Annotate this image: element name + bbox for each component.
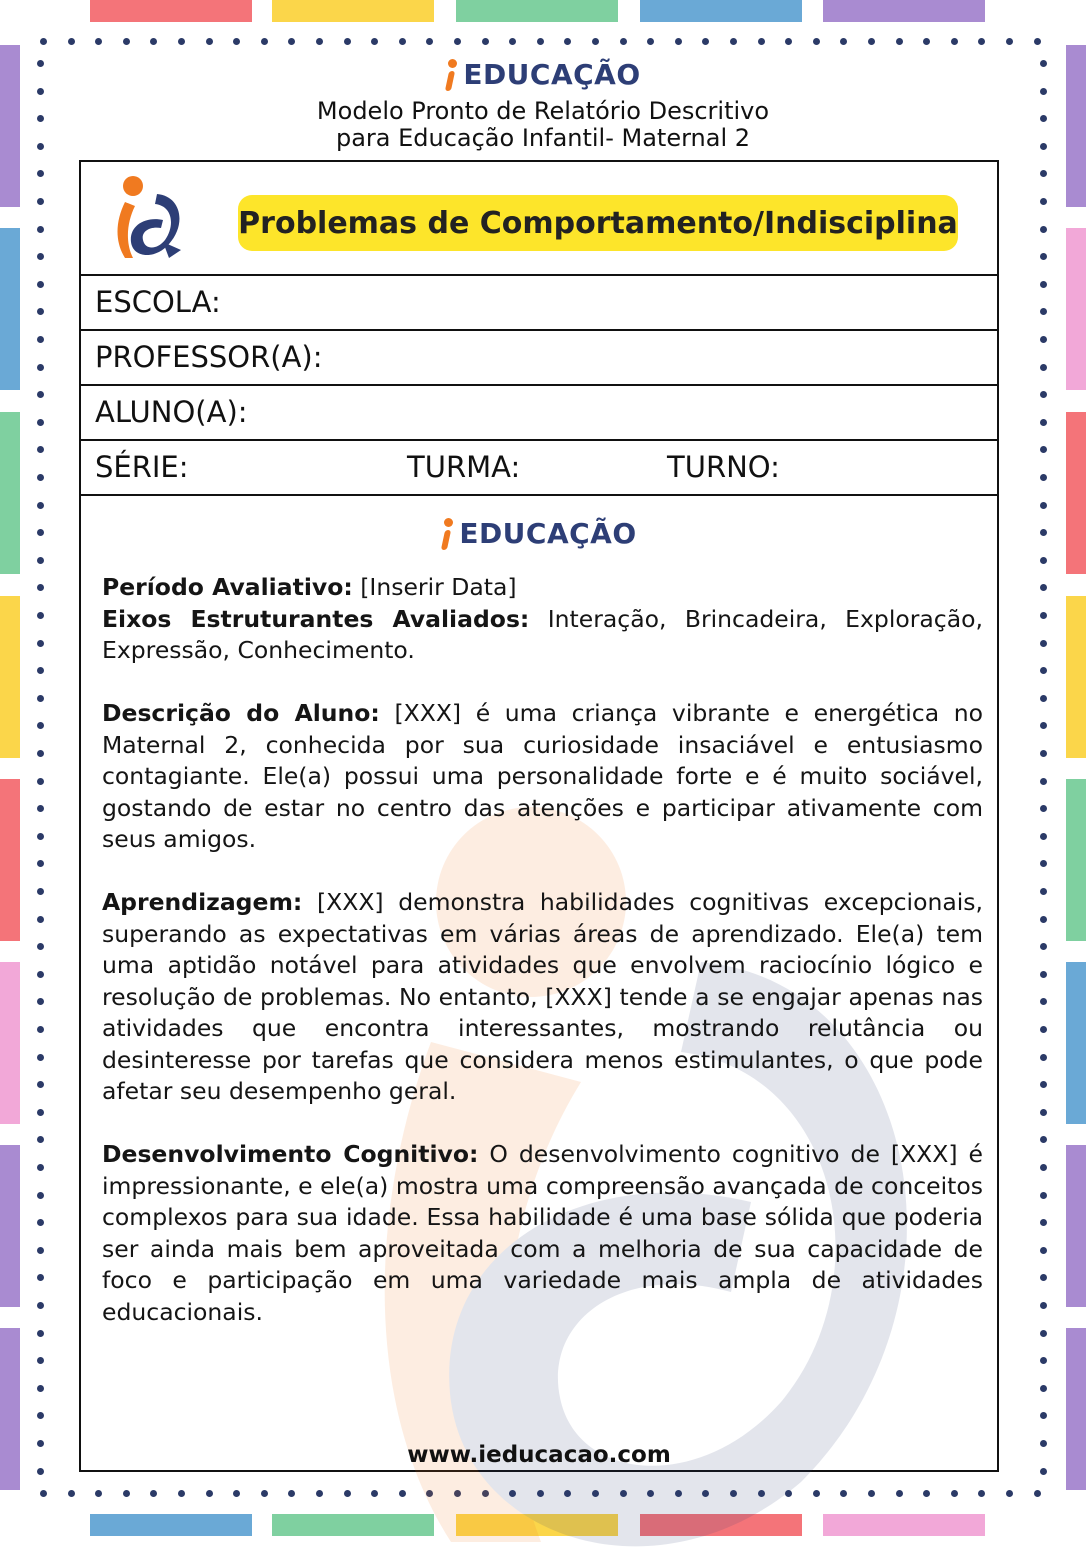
border-dot <box>37 170 44 177</box>
border-dot <box>426 38 433 45</box>
border-dot <box>1040 722 1047 729</box>
border-dot <box>37 529 44 536</box>
border-dot <box>840 38 847 45</box>
border-dot <box>37 1081 44 1088</box>
border-dot <box>1040 502 1047 509</box>
border-dot <box>37 308 44 315</box>
border-dot <box>288 38 295 45</box>
border-dot <box>37 778 44 785</box>
border-dot <box>1040 1219 1047 1226</box>
border-dot <box>95 38 102 45</box>
border-dot <box>758 1490 765 1497</box>
border-dot <box>37 364 44 371</box>
border-dot <box>1040 529 1047 536</box>
border-dot <box>178 38 185 45</box>
border-dot <box>206 38 213 45</box>
periodo-paragraph <box>102 572 983 604</box>
border-dot <box>592 38 599 45</box>
border-dot <box>620 1490 627 1497</box>
border-dot <box>868 1490 875 1497</box>
border-dot <box>1040 1136 1047 1143</box>
border-dot <box>1040 253 1047 260</box>
brand-name: EDUCAÇÃO <box>459 517 637 550</box>
border-dot <box>150 38 157 45</box>
border-dot <box>785 38 792 45</box>
eixos-label: Eixos Estruturantes Avaliados: <box>102 604 530 633</box>
border-dot <box>37 833 44 840</box>
border-dot <box>37 971 44 978</box>
subtitle-line-2: para Educação Infantil- Maternal 2 <box>335 124 751 152</box>
border-dot <box>37 419 44 426</box>
content-brand-logo <box>81 517 997 554</box>
turma-field: TURMA: <box>407 450 521 484</box>
border-dot <box>37 1136 44 1143</box>
descricao-paragraph <box>102 698 983 856</box>
border-dot <box>978 1490 985 1497</box>
border-dot <box>537 1490 544 1497</box>
border-dot <box>68 38 75 45</box>
border-dot <box>426 1490 433 1497</box>
border-dot <box>37 1468 44 1475</box>
border-dot <box>675 1490 682 1497</box>
border-dot <box>1040 1385 1047 1392</box>
border-dot <box>1006 38 1013 45</box>
border-dot <box>37 998 44 1005</box>
border-dot <box>233 1490 240 1497</box>
border-dot <box>344 38 351 45</box>
border-dot <box>702 1490 709 1497</box>
border-dot <box>288 1490 295 1497</box>
border-dot <box>1040 695 1047 702</box>
border-dot <box>1040 336 1047 343</box>
border-dot <box>1040 1026 1047 1033</box>
border-dot <box>758 38 765 45</box>
border-dot <box>37 722 44 729</box>
header-brand-logo <box>0 58 1086 95</box>
border-dot <box>37 750 44 757</box>
border-dot <box>537 38 544 45</box>
footer-website-link[interactable]: www.ieducacao.com <box>407 1442 671 1468</box>
border-dot <box>37 695 44 702</box>
border-dot <box>1040 640 1047 647</box>
border-dot <box>1040 584 1047 591</box>
border-dot <box>37 1247 44 1254</box>
brand-i-icon <box>441 518 455 550</box>
border-dot <box>592 1490 599 1497</box>
border-dot <box>896 1490 903 1497</box>
border-dot <box>399 1490 406 1497</box>
border-dot <box>399 38 406 45</box>
border-dot <box>37 1109 44 1116</box>
border-dot <box>1040 419 1047 426</box>
border-dot <box>37 1274 44 1281</box>
border-dot <box>1034 1490 1041 1497</box>
border-dot <box>1040 943 1047 950</box>
border-dot <box>1040 1440 1047 1447</box>
serie-turma-turno-row <box>81 441 997 496</box>
border-dot <box>951 38 958 45</box>
border-dot <box>1040 1468 1047 1475</box>
aprendizagem-label: Aprendizagem: <box>102 888 303 916</box>
border-dot <box>509 1490 516 1497</box>
border-dot <box>1040 308 1047 315</box>
border-dot <box>150 1490 157 1497</box>
border-dot <box>482 38 489 45</box>
border-dot <box>1040 1109 1047 1116</box>
border-dot <box>482 1490 489 1497</box>
border-dot <box>37 916 44 923</box>
border-dot <box>1040 667 1047 674</box>
border-dot <box>923 1490 930 1497</box>
border-dot <box>868 38 875 45</box>
border-dot <box>37 612 44 619</box>
aprendizagem-value: [XXX] demonstra habilidades cognitivas excepcionais, superando as expectativas em várias áreas de aprendizado. Ele(a) tem uma aptidão notável para atividades que envolvem raciocínio lógico e resolução de problemas. No entanto, [XXX] tende a se engajar apenas nas atividades que encontra interessantes, mostrando relutância ou desinteresse por tarefas que considera menos estimulantes, o que pode afetar seu desempenho geral. <box>102 888 983 1105</box>
aprendizagem-paragraph <box>102 887 983 1108</box>
border-dot <box>261 38 268 45</box>
border-dot <box>1040 364 1047 371</box>
border-dot <box>1040 971 1047 978</box>
border-dot <box>37 1164 44 1171</box>
border-dot <box>344 1490 351 1497</box>
border-dot <box>896 38 903 45</box>
border-dot <box>37 198 44 205</box>
border-dot <box>37 336 44 343</box>
border-dot <box>1040 446 1047 453</box>
title-row <box>81 162 997 276</box>
border-dot <box>647 38 654 45</box>
border-dot <box>675 38 682 45</box>
border-dot <box>37 557 44 564</box>
border-dot <box>1040 778 1047 785</box>
border-dot <box>37 1330 44 1337</box>
border-dot <box>123 38 130 45</box>
border-dot <box>1040 833 1047 840</box>
border-dot <box>730 1490 737 1497</box>
border-dot <box>68 1490 75 1497</box>
border-dot <box>37 860 44 867</box>
border-dot <box>1040 1054 1047 1061</box>
border-dot <box>1040 1412 1047 1419</box>
border-dot <box>37 805 44 812</box>
border-dot <box>37 253 44 260</box>
eixos-paragraph <box>102 604 983 667</box>
report-content <box>102 572 983 1360</box>
border-dot <box>564 38 571 45</box>
border-dot <box>1040 1164 1047 1171</box>
border-dot <box>1034 38 1041 45</box>
border-dot <box>978 38 985 45</box>
descricao-value: [XXX] é uma criança vibrante e energética no Maternal 2, conhecida por sua curiosidade insaciável e entusiasmo contagiante. Ele(a) possui uma personalidade forte e é muito sociável, gostando de estar no centro das atenções e participar ativamente com seus amigos. <box>102 699 984 853</box>
border-dot <box>1040 805 1047 812</box>
subtitle-line-1: Modelo Pronto de Relatório Descritivo <box>316 97 770 125</box>
border-dot <box>1040 281 1047 288</box>
border-dot <box>1040 557 1047 564</box>
border-dot <box>1040 170 1047 177</box>
border-dot <box>37 1219 44 1226</box>
border-dot <box>37 640 44 647</box>
border-dot <box>37 888 44 895</box>
border-dot <box>37 943 44 950</box>
border-dot <box>261 1490 268 1497</box>
border-dot <box>1040 1330 1047 1337</box>
border-dot <box>37 281 44 288</box>
border-dot <box>40 1490 47 1497</box>
border-dot <box>37 1440 44 1447</box>
border-dot <box>454 38 461 45</box>
aluno-field: ALUNO(A): <box>81 386 997 441</box>
border-dot <box>37 584 44 591</box>
border-dot <box>813 1490 820 1497</box>
border-dot <box>951 1490 958 1497</box>
border-dot <box>1040 1357 1047 1364</box>
cognitivo-label: Desenvolvimento Cognitivo: <box>102 1140 479 1168</box>
descricao-label: Descrição do Aluno: <box>102 699 380 727</box>
border-dot <box>1040 391 1047 398</box>
border-dot <box>1040 474 1047 481</box>
border-dot <box>37 1026 44 1033</box>
ieducacao-logo-icon <box>103 172 187 264</box>
border-dot <box>923 38 930 45</box>
border-dot <box>95 1490 102 1497</box>
border-dot <box>702 38 709 45</box>
border-dot <box>1040 750 1047 757</box>
border-dot <box>564 1490 571 1497</box>
border-dot <box>371 38 378 45</box>
border-dot <box>1040 916 1047 923</box>
border-dot <box>316 1490 323 1497</box>
brand-name: EDUCAÇÃO <box>463 58 641 91</box>
border-dot <box>840 1490 847 1497</box>
border-dot <box>37 1385 44 1392</box>
border-dot <box>1040 998 1047 1005</box>
border-dot <box>37 1054 44 1061</box>
border-dot <box>206 1490 213 1497</box>
border-dot <box>1040 226 1047 233</box>
serie-field: SÉRIE: <box>95 450 189 484</box>
border-dot <box>371 1490 378 1497</box>
cognitivo-paragraph <box>102 1139 983 1328</box>
escola-field: ESCOLA: <box>81 276 997 331</box>
border-dot <box>37 391 44 398</box>
cognitivo-value: O desenvolvimento cognitivo de [XXX] é impressionante, e ele(a) mostra uma compreensão avançada de conceitos complexos para sua idade. Essa habilidade é uma base sólida que poderia ser ainda mais bem aproveitada com a melhoria de sua capacidade de foco e participação em uma variedade mais ampla de atividades educacionais. <box>102 1140 983 1326</box>
border-dot <box>37 1192 44 1199</box>
border-dot <box>620 38 627 45</box>
border-dot <box>37 446 44 453</box>
border-dot <box>509 38 516 45</box>
border-dot <box>37 474 44 481</box>
border-dot <box>37 226 44 233</box>
border-dot <box>1040 1302 1047 1309</box>
banner-title: Problemas de Comportamento/Indisciplina <box>238 195 958 251</box>
border-dot <box>1006 1490 1013 1497</box>
border-dot <box>1040 860 1047 867</box>
border-dot <box>316 38 323 45</box>
turno-field: TURNO: <box>667 450 780 484</box>
border-dot <box>1040 1081 1047 1088</box>
border-dot <box>1040 1192 1047 1199</box>
border-dot <box>813 38 820 45</box>
border-dot <box>37 502 44 509</box>
eixos-value: Interação, Brincadeira, Exploração, Expressão, Conhecimento. <box>102 604 983 664</box>
page-subtitle <box>0 98 1086 152</box>
border-dot <box>37 1412 44 1419</box>
report-frame <box>79 160 999 1472</box>
border-dot <box>37 1302 44 1309</box>
border-dot <box>647 1490 654 1497</box>
border-dot <box>785 1490 792 1497</box>
periodo-value: [Inserir Data] <box>352 573 517 601</box>
border-dot <box>40 38 47 45</box>
border-dot <box>730 38 737 45</box>
border-dot <box>1040 1247 1047 1254</box>
border-dot <box>454 1490 461 1497</box>
border-dot <box>1040 888 1047 895</box>
professor-field: PROFESSOR(A): <box>81 331 997 386</box>
border-dot <box>178 1490 185 1497</box>
border-dot <box>1040 198 1047 205</box>
periodo-label: Período Avaliativo: <box>102 573 353 601</box>
brand-i-icon <box>445 59 459 91</box>
border-dot <box>1040 612 1047 619</box>
border-dot <box>1040 1274 1047 1281</box>
border-dot <box>37 667 44 674</box>
border-dot <box>123 1490 130 1497</box>
border-dot <box>37 1357 44 1364</box>
border-dot <box>233 38 240 45</box>
